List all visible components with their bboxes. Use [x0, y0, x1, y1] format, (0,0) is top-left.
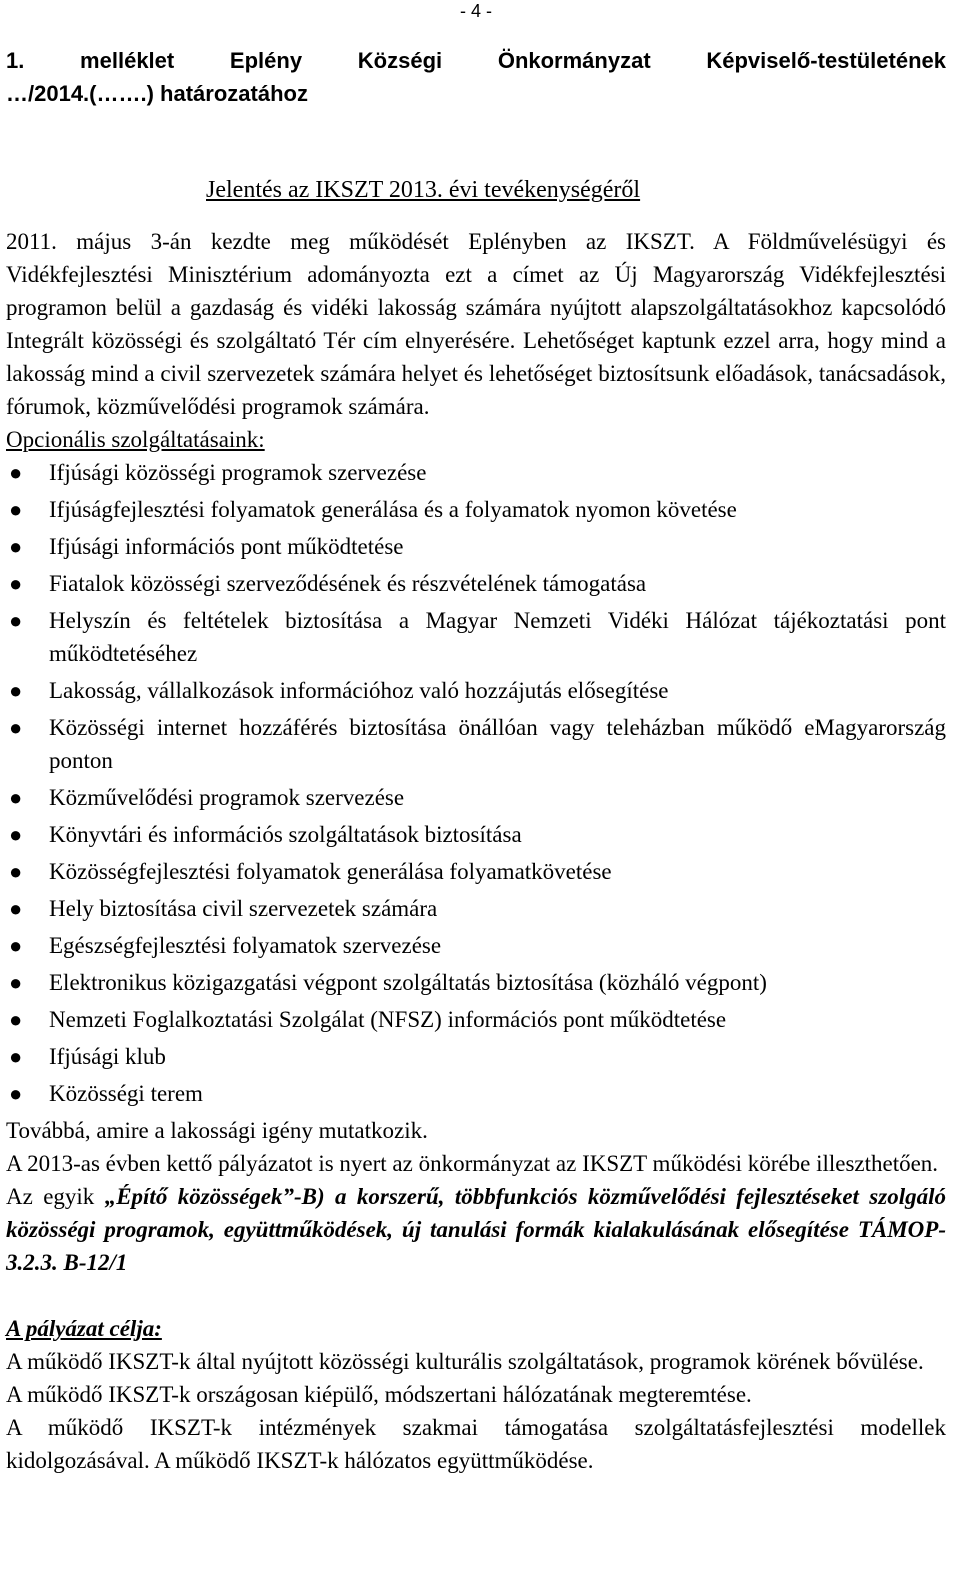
list-item-text: Közösségfejlesztési folyamatok generálása folyamatkövetése — [49, 859, 612, 884]
list-item — [6, 892, 946, 925]
annex-heading — [6, 44, 946, 110]
list-item — [6, 567, 946, 600]
list-item — [6, 1077, 946, 1110]
tender-paragraph — [6, 1180, 946, 1279]
list-item-text: Lakosság, vállalkozások információhoz való hozzájutás elősegítése — [49, 678, 669, 703]
intro-paragraph: 2011. május 3-án kezdte meg működését Eplényben az IKSZT. A Földművelésügyi és Vidékfejlesztési Minisztérium adományozta ezt a címet az Új Magyarország Vidékfejlesztési programon belül a gazdaság és vidéki lakosság számára nyújtott alapszolgáltatásokhoz kapcsolódó Integrált közösségi és szolgáltató Tér cím elnyerésére. Lehetőséget kaptunk ezzel arra, hogy mind a lakosság mind a civil szervezetek számára helyet és lehetőséget biztosítsunk előadások, tanácsadások, fórumok, közművelődési programok számára. — [6, 229, 946, 419]
bullet-icon: ● — [9, 497, 23, 522]
bullet-icon: ● — [9, 571, 23, 596]
list-item-text: Könyvtári és információs szolgáltatások biztosítása — [49, 822, 522, 847]
list-item-text: Közösségi terem — [49, 1081, 203, 1106]
goal-paragraph-2: A működő IKSZT-k országosan kiépülő, módszertani hálózatának megteremtése. — [6, 1382, 752, 1407]
bullet-icon: ● — [9, 460, 23, 485]
goal-paragraph-1: A működő IKSZT-k által nyújtott közösségi kulturális szolgáltatások, programok körének bővülése. — [6, 1349, 924, 1374]
bullet-icon: ● — [9, 970, 23, 995]
list-item — [6, 966, 946, 999]
tenders-paragraph: A 2013-as évben kettő pályázatot is nyert az önkormányzat az IKSZT működési körébe illeszthetően. — [6, 1151, 939, 1176]
list-item — [6, 493, 946, 526]
tender-intro: Az egyik — [6, 1184, 105, 1209]
bullet-icon: ● — [9, 715, 23, 740]
bullet-icon: ● — [9, 534, 23, 559]
page-number: - 4 - — [460, 1, 493, 21]
list-item — [6, 855, 946, 888]
list-item-text: Ifjúsági klub — [49, 1044, 166, 1069]
list-item — [6, 530, 946, 563]
list-item — [6, 1040, 946, 1073]
report-title: Jelentés az IKSZT 2013. évi tevékenységéről — [206, 177, 641, 203]
list-item — [6, 674, 946, 707]
bullet-icon: ● — [9, 785, 23, 810]
list-item — [6, 929, 946, 962]
bullet-icon: ● — [9, 608, 23, 633]
list-item — [6, 818, 946, 851]
list-item-text: Ifjúsági közösségi programok szervezése — [49, 460, 427, 485]
goal-paragraph-3: A működő IKSZT-k intézmények szakmai támogatása szolgáltatásfejlesztési modellek kidolgozásával. A működő IKSZT-k hálózatos együttműködése. — [6, 1415, 946, 1473]
services-list — [6, 456, 946, 1110]
bullet-icon: ● — [9, 933, 23, 958]
list-item-text: Közművelődési programok szervezése — [49, 785, 405, 810]
goal-label: A pályázat célja: — [6, 1316, 162, 1341]
list-item — [6, 1003, 946, 1036]
bullet-icon: ● — [9, 678, 23, 703]
document-body — [6, 225, 946, 1477]
list-item-text: Ifjúságfejlesztési folyamatok generálása és a folyamatok nyomon követése — [49, 497, 737, 522]
list-item-text: Ifjúsági információs pont működtetése — [49, 534, 404, 559]
list-item-text: Helyszín és feltételek biztosítása a Magyar Nemzeti Vidéki Hálózat tájékoztatási pont működtetéséhez — [49, 608, 946, 666]
list-item-text: Elektronikus közigazgatási végpont szolgáltatás biztosítása (közháló végpont) — [49, 970, 767, 995]
bullet-icon: ● — [9, 1007, 23, 1032]
list-item — [6, 781, 946, 814]
bullet-icon: ● — [9, 1081, 23, 1106]
tender-title: „Építő közösségek”-B) a korszerű, többfunkciós közművelődési fejlesztéseket szolgáló közösségi programok, együttműködések, új tanulási formák kialakulásának elősegítése TÁMOP-3.2.3. B-12/1 — [6, 1184, 946, 1275]
spacer — [6, 1279, 946, 1312]
list-item-text: Fiatalok közösségi szerveződésének és részvételének támogatása — [49, 571, 647, 596]
services-label: Opcionális szolgáltatásaink: — [6, 427, 265, 452]
bullet-icon: ● — [9, 859, 23, 884]
list-item — [6, 604, 946, 670]
list-item-text: Egészségfejlesztési folyamatok szervezése — [49, 933, 442, 958]
bullet-icon: ● — [9, 822, 23, 847]
further-paragraph: Továbbá, amire a lakossági igény mutatkozik. — [6, 1118, 428, 1143]
bullet-icon: ● — [9, 1044, 23, 1069]
annex-heading-line-1: 1. melléklet Eplény Községi Önkormányzat Képviselő-testületének — [6, 48, 946, 73]
list-item — [6, 711, 946, 777]
list-item-text: Nemzeti Foglalkoztatási Szolgálat (NFSZ) információs pont működtetése — [49, 1007, 727, 1032]
annex-heading-line-2: …/2014.(…….) határozatához — [6, 81, 308, 106]
list-item-text: Közösségi internet hozzáférés biztosítása önállóan vagy teleházban működő eMagyarország ponton — [49, 715, 946, 773]
list-item-text: Hely biztosítása civil szervezetek számára — [49, 896, 438, 921]
list-item — [6, 456, 946, 489]
bullet-icon: ● — [9, 896, 23, 921]
